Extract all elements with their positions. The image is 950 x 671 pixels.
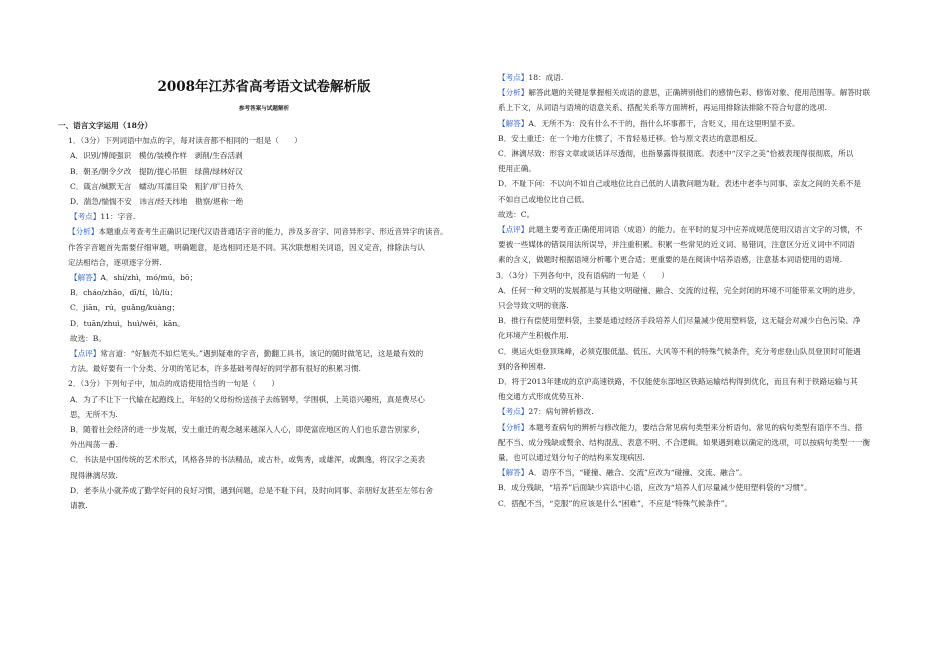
line-text: D．不耻下问：不以向不如自己或地位比自己低的人请教问题为耻。表述中老李与同事、亲友之间的关系不是 <box>498 179 861 189</box>
line-text: B．安土重迁：在一个地方住惯了，不肯轻易迁移。恰与原文表达的意思相反。 <box>498 133 762 143</box>
text-line <box>486 404 896 419</box>
line-text: 请教. <box>70 501 88 511</box>
text-line <box>486 131 896 146</box>
text-line <box>486 313 896 328</box>
line-text: D．湍急/惴惴不安 讳言/经天纬地 勘察/堪称一绝 <box>70 197 244 207</box>
line-text: 2．（3分）下列句子中，加点的成语使用恰当的一句是（ ） <box>68 379 279 389</box>
text-line <box>486 222 896 237</box>
label-tag: 【考点】 <box>70 212 101 222</box>
line-text: 本题考查病句的辨析与修改能力，要结合常见病句类型来分析语句。常见的病句类型有语序不当、搭 <box>528 422 863 432</box>
page-subtitle: 参考答案与试题解析 <box>238 106 290 112</box>
text-line <box>486 176 896 191</box>
text-line <box>486 146 896 161</box>
text-line <box>486 344 896 359</box>
text-line <box>58 376 470 391</box>
text-line <box>486 480 896 495</box>
text-line <box>58 270 470 285</box>
text-line <box>486 359 896 374</box>
text-line <box>58 300 470 315</box>
text-line <box>486 268 896 283</box>
line-text: 故选：B。 <box>70 333 106 343</box>
text-line <box>486 237 896 252</box>
line-text: A．shí/zhì，mó/mú，bō； <box>100 273 198 283</box>
line-text: 3．（3分）下列各句中，没有语病的一句是（ ） <box>496 270 669 280</box>
line-text: 故选：C。 <box>498 209 535 219</box>
line-text: 要被一些媒体的错误用法所误导，并注重积累。积累一些常见的近义词、易错词，注意区分近义词中不同语 <box>498 240 855 250</box>
text-line <box>58 483 470 498</box>
text-line <box>486 192 896 207</box>
line-text: 他交通方式形成优势互补. <box>498 392 584 402</box>
line-text: 27：病句辨析修改. <box>528 407 594 417</box>
text-line <box>58 407 470 422</box>
label-tag: 【考点】 <box>498 73 529 82</box>
line-text: B．成分残缺，“培养”后面缺少宾语中心语，应改为“培养人们尽量减少使用塑料袋的“习惯”。 <box>498 483 812 493</box>
line-text: 11：字音. <box>100 212 136 222</box>
label-tag: 【分析】 <box>498 422 529 432</box>
line-text: D．老李从小就养成了勤学好问的良好习惯，遇到问题，总是不耻下问，及时向同事、亲朋好友甚至左邻右舍 <box>70 485 433 495</box>
text-line <box>58 346 470 361</box>
text-line <box>486 85 896 100</box>
text-line <box>58 255 470 270</box>
line-text: 定法相结合，逐项逐字分辨. <box>68 257 162 267</box>
line-text: A．任何一种文明的发展都是与其他文明碰撞、融合、交流的过程，完全封闭的环境不可能带来文明的进步， <box>498 285 861 295</box>
text-line <box>486 435 896 450</box>
text-line <box>58 498 470 513</box>
text-line <box>486 328 896 343</box>
text-line <box>486 70 896 85</box>
label-tag: 【解答】 <box>498 468 529 478</box>
line-text: 外出闯荡一番. <box>70 440 118 450</box>
line-text: A．无所不为：没有什么不干的，指什么坏事都干，含贬义，用在这里明显不妥。 <box>528 118 800 128</box>
text-line <box>58 468 470 483</box>
text-line <box>486 420 896 435</box>
line-text: B．朝圣/朝令夕改 提防/提心吊胆 绿菌/绿林好汉 <box>70 166 243 176</box>
text-line <box>58 164 470 179</box>
line-text: C．jiān，rú，guǎng/kuàng； <box>70 303 180 313</box>
text-line <box>486 374 896 389</box>
text-line <box>58 452 470 467</box>
line-text: 素的含义，做题时根据语境分析哪个更合适；更重要的是在阅读中培养语感，注意基本词语使用的语境. <box>498 255 843 265</box>
line-text: 解答此题的关键是掌握相关成语的意思，正确辨别他们的感情色彩、修饰对象、使用范围等。解答时联 <box>528 88 871 98</box>
line-text: 只会导致文明的衰落. <box>498 301 569 311</box>
text-line <box>486 100 896 115</box>
line-text: 18：成语. <box>528 73 564 82</box>
text-line <box>58 240 470 255</box>
text-line <box>58 194 470 209</box>
line-text: 不如自己或地位比自己低。 <box>498 194 590 204</box>
text-line <box>486 450 896 465</box>
text-line <box>58 285 470 300</box>
right-text-block <box>486 70 896 511</box>
line-text: C．淋漓尽致：形容文章或谈话详尽透彻，也指暴露得很彻底。表述中“汉字之美”恰被表现得很彻底，所以 <box>498 149 854 159</box>
line-text: A．识别/博闻强识 模仿/装模作样 剥削/生吞活剥 <box>70 151 243 161</box>
line-text: C．搭配不当，“克服”的应该是什么“困难”，不应是“特殊气候条件”。 <box>498 498 733 508</box>
line-text: B．随着社会经济的进一步发展，安土重迁的观念越来越深入人心，即使富庶地区的人们也乐意告别家乡， <box>70 425 425 435</box>
label-tag: 【分析】 <box>498 88 529 98</box>
line-text: 此题主要考查正确使用词语（成语）的能力。在平时的复习中应养成规范使用汉语言文字的习惯，不 <box>528 225 863 235</box>
text-line <box>58 422 470 437</box>
line-text: 化环境产生积极作用. <box>498 331 569 341</box>
line-text: 常言道：“好脑壳不如烂笔头。”遇到疑难的字音，勤翻工具书，该记的随时做笔记，这是最有效的 <box>100 349 424 359</box>
line-text: C．奥运火炬登顶珠峰，必须克服低温、低压、大风等不利的特殊气候条件，充分考虑登山队员登顶时可能遇 <box>498 346 861 356</box>
left-text-block <box>58 133 470 513</box>
text-line <box>486 207 896 222</box>
text-line <box>58 209 470 224</box>
section-heading: 一、语言文字运用（18分） <box>58 121 153 130</box>
line-text: 到的各种困难. <box>498 361 546 371</box>
line-text: 量，也可以通过划分句子的结构来发现病因. <box>498 453 645 463</box>
text-line <box>58 331 470 346</box>
label-tag: 【解答】 <box>498 118 529 128</box>
line-text: 现得淋漓尽致. <box>70 470 118 480</box>
text-line <box>486 298 896 313</box>
text-line <box>58 179 470 194</box>
text-line <box>58 392 470 407</box>
page-title: 2008年江苏省高考语文试卷解析版 <box>157 79 371 95</box>
text-line <box>58 224 470 239</box>
text-line <box>58 437 470 452</box>
line-text: C．书法是中国传统的艺术形式，风格各异的书法精品，或古朴，或隽秀，或雄浑，或飘逸，将汉字之美表 <box>70 455 426 465</box>
line-text: B．推行有偿使用塑料袋，主要是通过经济手段培养人们尽量减少使用塑料袋，这无疑会对减少白色污染、净 <box>498 316 861 326</box>
left-column <box>58 0 470 513</box>
text-line <box>486 283 896 298</box>
line-text: D．tuān/zhuì，huì/wěi，kān。 <box>70 318 185 328</box>
text-line <box>486 389 896 404</box>
text-line <box>58 148 470 163</box>
line-text: D．将于2013年建成的京沪高速铁路，不仅能使东部地区铁路运输结构得到优化，而且有利于铁路运输与其 <box>498 377 858 387</box>
line-text: 思，无所不为. <box>70 409 118 419</box>
line-text: B．cháo/zhāo，dī/tí，lǜ/lù； <box>70 288 178 298</box>
line-text: 方法。最好要有一个分类、分项的笔记本，许多基础考得好的同学都有很好的积累习惯. <box>70 364 361 374</box>
line-text: 1．（3分）下列词语中加点的字，每对读音都不相同的一组是（ ） <box>68 136 302 146</box>
label-tag: 【点评】 <box>498 225 529 235</box>
line-text: C．箴言/缄默无言 蠕动/耳濡目染 粗犷/旷日持久 <box>70 181 243 191</box>
text-line <box>58 361 470 376</box>
text-line <box>58 133 470 148</box>
text-line <box>486 161 896 176</box>
label-tag: 【考点】 <box>498 407 529 417</box>
line-text: A．为了不让下一代输在起跑线上，年轻的父母纷纷送孩子去练钢琴，学围棋，上英语兴趣班，真是费尽心 <box>70 394 425 404</box>
line-text: 使用正确。 <box>498 164 536 174</box>
right-column <box>486 70 896 511</box>
line-text: 作答字音题首先需要仔细审题，明确题意，是选相同还是不同。其次联想相关词语，因义定音，排除法与认 <box>68 242 425 252</box>
text-line <box>486 496 896 511</box>
line-text: 本题重点考查考生正确识记现代汉语普通话字音的能力，涉及多音字、同音异形字、形近音异字的读音。 <box>98 227 448 237</box>
label-tag: 【点评】 <box>70 349 101 359</box>
text-line <box>486 252 896 267</box>
label-tag: 【分析】 <box>68 227 99 237</box>
text-line <box>58 316 470 331</box>
line-text: 配不当、成分残缺或赘余、结构混乱、表意不明、不合逻辑。如果遇到难以确定的选项，可以按病句类型一一衡 <box>498 437 871 447</box>
text-line <box>486 116 896 131</box>
label-tag: 【解答】 <box>70 273 101 283</box>
text-line <box>486 465 896 480</box>
line-text: A．语序不当，“碰撞、融合、交流”应改为“碰撞、交流、融合”。 <box>528 468 747 478</box>
line-text: 系上下文，从词语与语境的语意关系、搭配关系等方面辨析，再运用排除法排除不符合句意的选项. <box>498 103 827 113</box>
